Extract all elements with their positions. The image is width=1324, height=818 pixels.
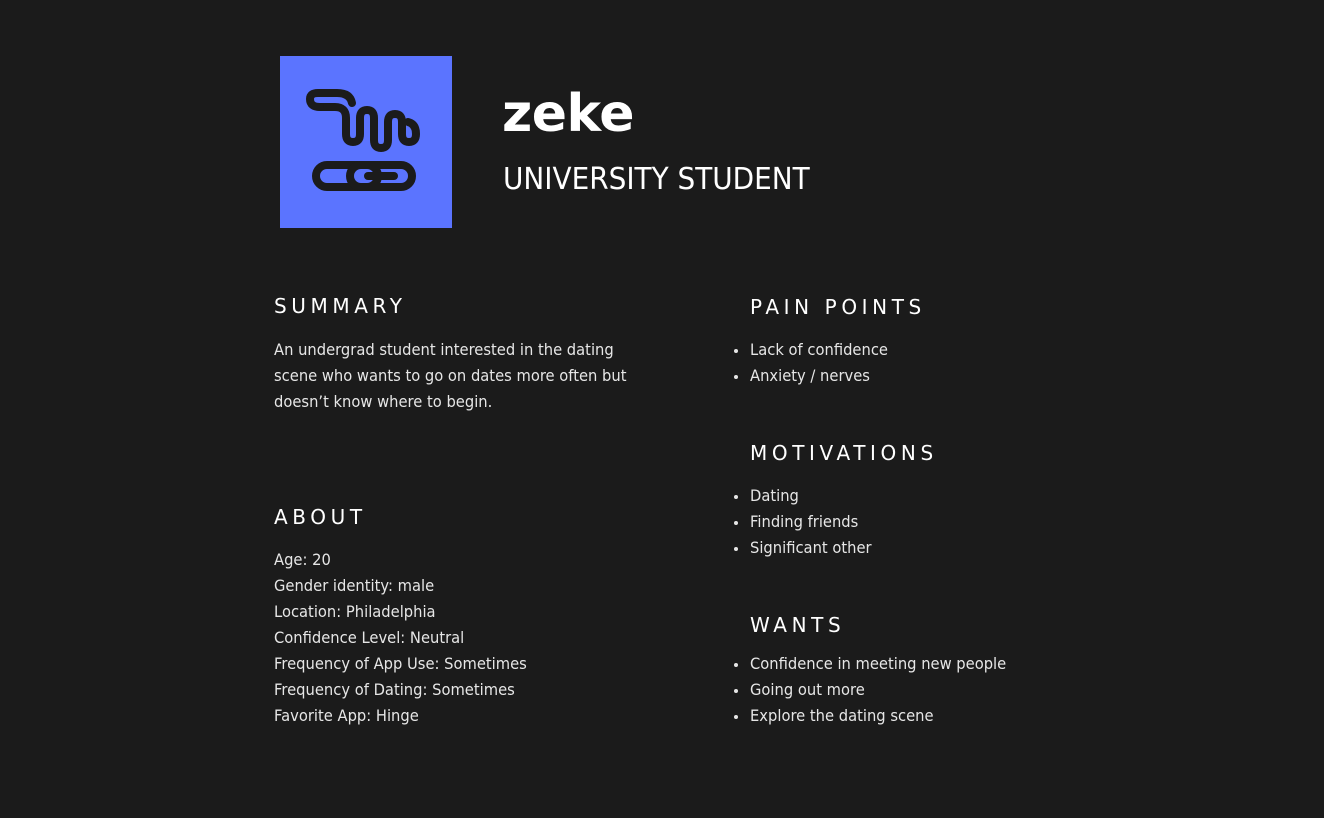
pain-points-list: [730, 337, 900, 389]
wants-list: [730, 651, 1028, 729]
list-item: Anxiety / nerves: [730, 363, 900, 389]
list-item: Dating: [730, 483, 882, 509]
persona-name: zeke: [502, 84, 634, 144]
list-item: Significant other: [730, 535, 882, 561]
about-gender: Gender identity: male: [274, 576, 435, 595]
about-heading: ABOUT: [274, 505, 367, 529]
about-favorite-app: Favorite App: Hinge: [274, 706, 419, 725]
snake-icon: [280, 56, 452, 228]
summary-heading: SUMMARY: [274, 294, 407, 318]
about-location: Location: Philadelphia: [274, 602, 436, 621]
about-age: Age: 20: [274, 550, 331, 569]
list-item: Lack of confidence: [730, 337, 900, 363]
list-item: Explore the dating scene: [730, 703, 1028, 729]
about-dating-frequency: Frequency of Dating: Sometimes: [274, 680, 515, 699]
about-confidence: Confidence Level: Neutral: [274, 628, 465, 647]
motivations-list: [730, 483, 882, 561]
persona-role: UNIVERSITY STUDENT: [503, 162, 810, 197]
summary-text: An undergrad student interested in the dating scene who wants to go on dates more often but doesn’t know where to begin.: [274, 340, 627, 411]
wants-heading: WANTS: [750, 613, 846, 637]
list-item: Finding friends: [730, 509, 882, 535]
about-list: [274, 547, 527, 729]
pain-points-heading: PAIN POINTS: [750, 295, 926, 319]
about-app-frequency: Frequency of App Use: Sometimes: [274, 654, 527, 673]
motivations-heading: MOTIVATIONS: [750, 441, 938, 465]
list-item: Going out more: [730, 677, 1028, 703]
list-item: Confidence in meeting new people: [730, 651, 1028, 677]
persona-avatar: [280, 56, 452, 228]
